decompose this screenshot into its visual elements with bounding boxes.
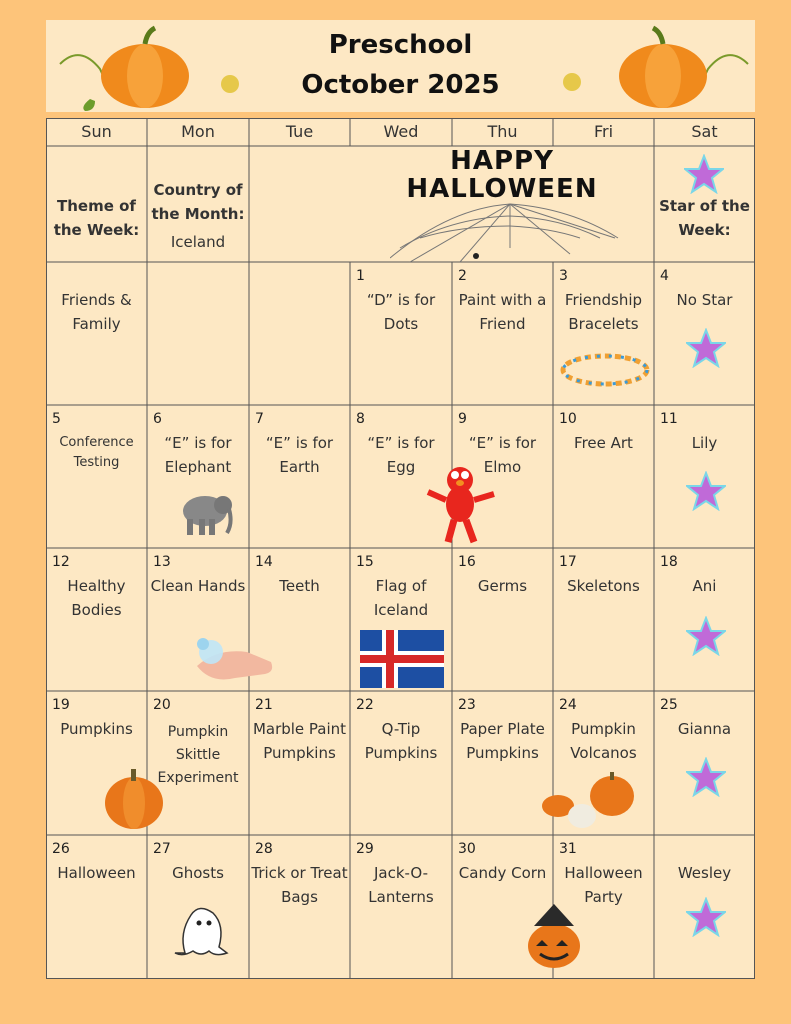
week1-theme-text: Friends & Family — [61, 291, 132, 333]
day-cell — [553, 262, 654, 405]
day-activity: “E” is for Earth — [265, 434, 334, 476]
day-number: 31 — [559, 841, 577, 857]
day-number: 26 — [52, 841, 70, 857]
theme-label: Theme of the Week: — [53, 197, 140, 239]
day-activity: Wesley — [677, 864, 732, 882]
day-cell — [350, 835, 452, 979]
day-cell — [654, 835, 755, 979]
day-number: 19 — [52, 697, 70, 713]
month-title: October 2025 — [301, 70, 500, 100]
day-activity: Friendship Bracelets — [564, 291, 643, 333]
day-activity: Halloween Party — [564, 864, 643, 906]
day-activity: Ghosts — [172, 864, 224, 882]
day-number: 11 — [660, 411, 678, 427]
day-activity: Clean Hands — [150, 577, 246, 595]
day-activity: “D” is for Dots — [366, 291, 436, 333]
day-number: 17 — [559, 554, 577, 570]
pumpkin-decoration-left — [50, 24, 250, 112]
day-number: 16 — [458, 554, 476, 570]
day-number: 14 — [255, 554, 273, 570]
day-cell — [654, 262, 755, 405]
day-activity: Ani — [692, 577, 717, 595]
day-activity: Germs — [477, 577, 528, 595]
star-icon — [686, 757, 726, 797]
day-cell — [452, 262, 553, 405]
day-cell — [46, 691, 147, 835]
calendar-header — [46, 20, 755, 112]
calendar-grid — [46, 118, 755, 979]
day-number: 10 — [559, 411, 577, 427]
day-number: 9 — [458, 411, 467, 427]
star-icon — [686, 616, 726, 656]
day-cell — [147, 691, 249, 835]
day-activity: Gianna — [677, 720, 732, 738]
ghost-icon — [165, 903, 231, 963]
day-activity: “E” is for Elephant — [164, 434, 232, 476]
elmo-icon — [424, 462, 498, 544]
day-number: 20 — [153, 697, 171, 713]
star-cell — [654, 146, 755, 262]
weekday-tue: Tue — [285, 122, 314, 141]
day-number: 22 — [356, 697, 374, 713]
day-cell — [249, 405, 350, 548]
day-activity: No Star — [676, 291, 733, 309]
day-cell — [46, 405, 147, 548]
day-cell — [452, 548, 553, 691]
day-activity: Skeletons — [567, 577, 640, 595]
day-activity: Candy Corn — [458, 864, 547, 882]
day-number: 30 — [458, 841, 476, 857]
day-activity: Healthy Bodies — [67, 577, 126, 619]
day-cell — [350, 548, 452, 691]
day-number: 4 — [660, 268, 669, 284]
day-cell — [249, 835, 350, 979]
weekday-fri: Fri — [593, 122, 614, 141]
day-number: 27 — [153, 841, 171, 857]
day-number: 8 — [356, 411, 365, 427]
weekday-sun: Sun — [81, 122, 112, 141]
day-cell — [46, 548, 147, 691]
day-activity: Lily — [691, 434, 718, 452]
star-icon — [686, 471, 726, 511]
day-cell — [654, 405, 755, 548]
day-cell — [654, 691, 755, 835]
day-activity: Pumpkin Skittle Experiment — [157, 724, 239, 786]
day-cell — [350, 262, 452, 405]
halloween-banner — [350, 146, 654, 262]
day-cell — [147, 835, 249, 979]
day-cell — [46, 835, 147, 979]
halloween-line1: HAPPY — [450, 146, 554, 176]
day-cell — [249, 548, 350, 691]
day-number: 7 — [255, 411, 264, 427]
weekday-wed: Wed — [383, 122, 419, 141]
elephant-icon — [175, 489, 233, 539]
weekday-thu: Thu — [487, 122, 518, 141]
day-cell — [147, 405, 249, 548]
page-title: Preschool — [328, 30, 473, 60]
day-activity: Pumpkin Volcanos — [570, 720, 637, 762]
day-number: 1 — [356, 268, 365, 284]
day-activity: Paint with a Friend — [458, 291, 547, 333]
day-number: 18 — [660, 554, 678, 570]
day-number: 23 — [458, 697, 476, 713]
day-number: 15 — [356, 554, 374, 570]
day-activity: Teeth — [279, 577, 320, 595]
day-number: 25 — [660, 697, 678, 713]
day-activity: Jack-O-Lanterns — [368, 864, 434, 906]
day-activity: “E” is for Elmo — [468, 434, 537, 476]
country-label: Country of the Month: — [151, 181, 245, 223]
day-cell — [147, 548, 249, 691]
day-activity: Halloween — [57, 864, 136, 882]
star-icon — [686, 328, 726, 368]
star-icon — [686, 897, 726, 937]
pumpkins-group-icon — [540, 772, 636, 832]
day-cell — [654, 548, 755, 691]
pumpkin-decoration-right — [558, 24, 758, 112]
day-number: 29 — [356, 841, 374, 857]
spiderweb-icon — [390, 198, 620, 262]
day-activity: Conference Testing — [59, 435, 134, 470]
day-activity: Trick or Treat Bags — [251, 864, 348, 906]
star-label: Star of the Week: — [659, 197, 750, 239]
day-number: 28 — [255, 841, 273, 857]
day-cell — [350, 691, 452, 835]
star-icon — [684, 154, 724, 194]
day-activity: Pumpkins — [60, 720, 133, 738]
week1-theme — [46, 262, 147, 405]
day-number: 13 — [153, 554, 171, 570]
day-activity: Marble Paint Pumpkins — [252, 720, 347, 762]
theme-cell — [46, 146, 147, 262]
day-cell — [553, 835, 654, 979]
day-number: 24 — [559, 697, 577, 713]
weekday-mon: Mon — [181, 122, 215, 141]
day-cell — [553, 405, 654, 548]
country-cell — [147, 146, 249, 262]
day-number: 6 — [153, 411, 162, 427]
day-activity: “E” is for Egg — [367, 434, 435, 476]
day-activity: Q-Tip Pumpkins — [364, 720, 438, 762]
day-cell — [249, 691, 350, 835]
day-number: 21 — [255, 697, 273, 713]
country-value: Iceland — [170, 233, 226, 251]
day-activity: Flag of Iceland — [373, 577, 429, 619]
day-activity: Paper Plate Pumpkins — [460, 720, 545, 762]
day-number: 12 — [52, 554, 70, 570]
day-number: 2 — [458, 268, 467, 284]
day-cell — [452, 691, 553, 835]
halloween-line2: HALLOWEEN — [406, 174, 598, 204]
day-number: 3 — [559, 268, 568, 284]
day-number: 5 — [52, 411, 61, 427]
day-activity: Free Art — [574, 434, 633, 452]
weekday-sat: Sat — [691, 122, 718, 141]
iceland-flag-icon — [360, 630, 444, 688]
bracelet-icon — [559, 350, 651, 390]
day-cell — [553, 548, 654, 691]
